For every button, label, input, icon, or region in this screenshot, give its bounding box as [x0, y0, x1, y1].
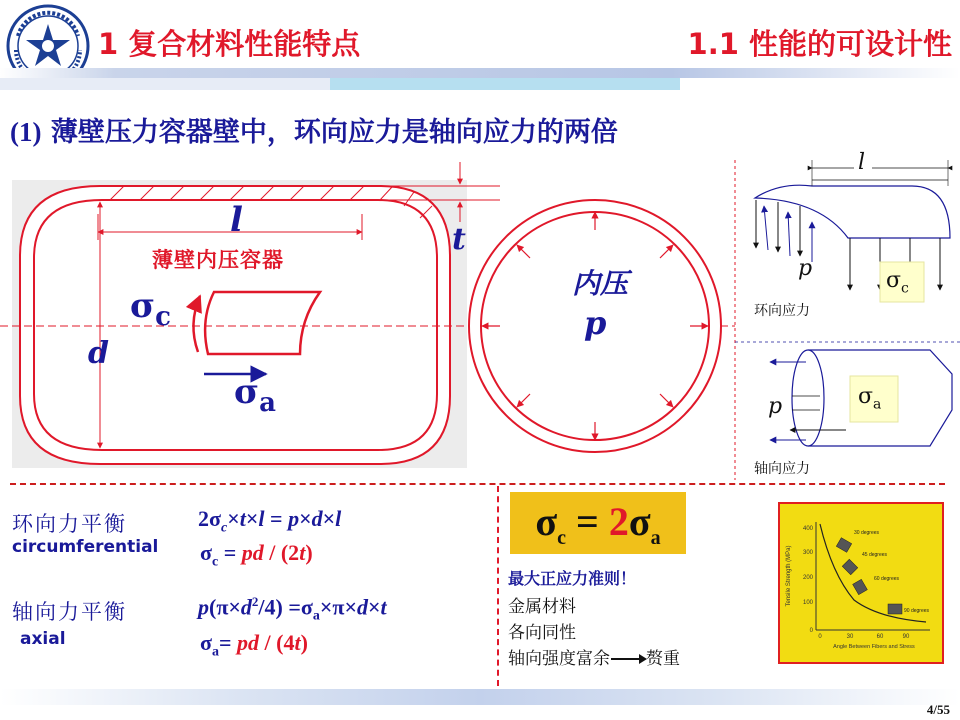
- sigma-a-label: $\sigma_a$: [234, 372, 276, 418]
- axial-balance-en: axial: [20, 629, 66, 649]
- heading-number: (1): [10, 117, 42, 147]
- graph-x-tick: 60: [876, 634, 884, 640]
- hoop-balance-equation: $2\sigma_c\times t\times l = p\times d\times l$: [198, 506, 342, 536]
- graph-x-tick: 90: [902, 634, 910, 640]
- right-length-label: l: [858, 150, 866, 175]
- hoop-sigma-label: $\sigma_c$: [886, 268, 909, 297]
- chapter-title: 1 复合材料性能特点: [98, 27, 361, 61]
- vessel-label: 薄壁内压容器: [152, 248, 284, 272]
- hoop-balance-en: circumferential: [12, 537, 159, 557]
- hoop-stress-label: 环向应力: [754, 303, 810, 319]
- length-label: l: [230, 200, 243, 240]
- note-metal: 金属材料: [508, 597, 576, 617]
- graph-x-tick: 0: [818, 634, 822, 640]
- section-title: 1.1 性能的可设计性: [687, 27, 952, 61]
- slide-heading: [10, 110, 618, 149]
- page-number: 4/55: [926, 702, 950, 717]
- hoop-stress-equation: $\sigma_c$ = pd / (2t): [200, 540, 313, 570]
- graph-x-tick: 30: [846, 634, 854, 640]
- note-isotropic: 各向同性: [508, 623, 576, 643]
- graph-curve-label: 90 degrees: [904, 608, 930, 614]
- graph-y-tick: 200: [802, 575, 813, 581]
- fiber-angle-strength-graph: [778, 502, 944, 664]
- graph-y-axis-label: Tensile Strength (MPa): [786, 545, 792, 607]
- graph-curve-label: 60 degrees: [874, 576, 900, 582]
- graph-y-tick: 300: [802, 550, 813, 556]
- vertical-divider: [497, 486, 499, 686]
- graph-y-tick: 100: [802, 600, 813, 606]
- axial-stress-label: 轴向应力: [754, 461, 810, 477]
- header-band: [0, 62, 960, 100]
- graph-curve-label: 45 degrees: [862, 552, 888, 558]
- axial-sigma-label: $\sigma_a$: [858, 384, 882, 413]
- pressure-symbol: p: [584, 304, 607, 342]
- sigma-c-label: $\sigma_c$: [130, 286, 171, 332]
- footer-band: [0, 689, 960, 705]
- diameter-label: d: [88, 336, 109, 371]
- hoop-pressure-symbol: p: [798, 256, 813, 281]
- axial-balance-equation: $p(\pi\times d^2/4) =\sigma_a\times\pi\times d\times t$: [198, 594, 387, 624]
- pressure-label: 内压: [572, 267, 629, 300]
- axial-balance-label: 轴向力平衡: [12, 600, 127, 624]
- max-stress-criterion: 最大正应力准则！: [508, 569, 637, 588]
- graph-y-tick: 0: [809, 628, 813, 634]
- graph-curve-label: 30 degrees: [854, 530, 880, 536]
- axial-stress-equation: $\sigma_a=$ pd / (4t): [200, 630, 308, 660]
- hoop-balance-label: 环向力平衡: [12, 512, 127, 536]
- graph-x-axis-label: Angle Between Fibers and Stress: [833, 644, 915, 650]
- note-axial-surplus: 轴向强度富余 赘重: [508, 649, 680, 669]
- thickness-label: t: [452, 222, 466, 257]
- section-divider: [10, 483, 945, 485]
- axial-pressure-symbol: p: [768, 394, 783, 419]
- stress-relation-box: $\sigma_c = 2\sigma_a$: [510, 492, 686, 554]
- graph-y-tick: 400: [802, 526, 813, 532]
- heading-text: 薄壁压力容器壁中，环向应力是轴向应力的两倍: [41, 117, 618, 148]
